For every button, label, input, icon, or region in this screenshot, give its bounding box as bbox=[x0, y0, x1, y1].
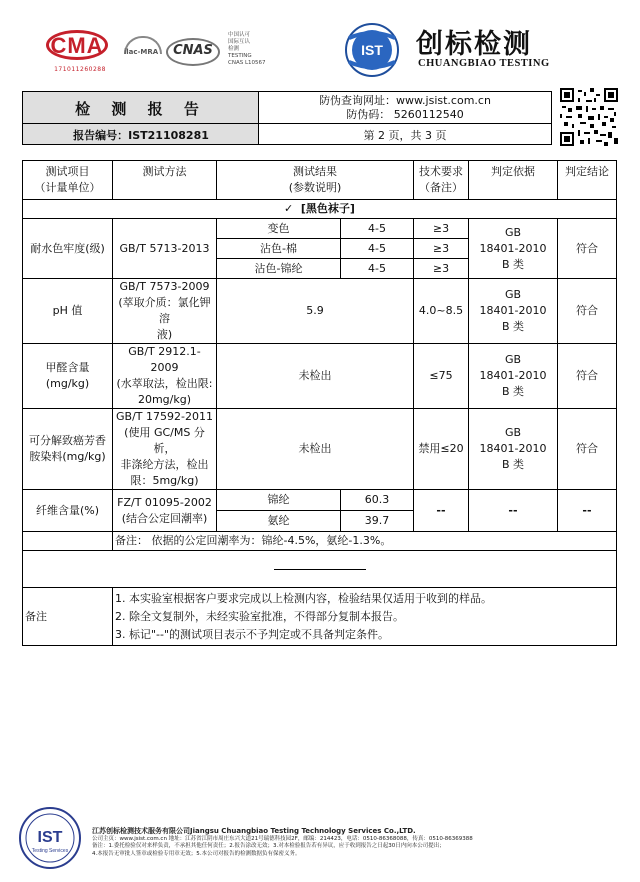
result-value: 5.9 bbox=[217, 279, 414, 344]
table-row bbox=[23, 409, 617, 490]
brand-name-en: CHUANGBIAO TESTING bbox=[418, 58, 550, 69]
remarks-row bbox=[23, 588, 617, 646]
results-table bbox=[22, 160, 617, 646]
ilac-mra-logo: ilac-MRA bbox=[118, 34, 164, 70]
test-method: GB/T 5713-2013 bbox=[113, 219, 217, 279]
col-header-item: 测试项目 （计量单位） bbox=[23, 161, 113, 200]
section-row bbox=[23, 200, 617, 219]
param: 沾色-锦纶 bbox=[217, 259, 341, 279]
cnas-accreditation-info: 中国认可 国际互认 检测 TESTING CNAS L10567 bbox=[228, 32, 266, 66]
conclusion: -- bbox=[558, 490, 617, 532]
table-row bbox=[23, 490, 617, 511]
requirement: -- bbox=[414, 490, 469, 532]
requirement: ≥3 bbox=[414, 239, 469, 259]
table-header-row bbox=[23, 161, 617, 200]
ist-logo-text: IST bbox=[361, 42, 383, 58]
seal-text: IST bbox=[37, 829, 63, 846]
company-name: 江苏创标检测技术服务有限公司Jiangsu Chuangbiao Testing Technology Services Co.,LTD. bbox=[92, 827, 416, 835]
requirement: 4.0~8.5 bbox=[414, 279, 469, 344]
result-value: 4-5 bbox=[341, 239, 414, 259]
company-seal-icon bbox=[18, 806, 82, 870]
qr-code-icon bbox=[560, 88, 618, 146]
seal-subtext: Testing Services bbox=[31, 848, 69, 854]
result-value: 4-5 bbox=[341, 219, 414, 239]
remark-item: 3. 标记"--"的测试项目表示不予判定或不具备判定条件。 bbox=[115, 627, 390, 641]
report-header-table bbox=[22, 91, 552, 145]
end-of-results-line bbox=[274, 569, 366, 570]
report-title: 检 测 报 告 bbox=[75, 100, 207, 118]
basis: GB 18401-2010 B 类 bbox=[469, 279, 558, 344]
verify-url: 防伪查询网址：www.jsist.com.cn bbox=[319, 94, 491, 107]
result-value: 60.3 bbox=[341, 490, 414, 511]
test-method: FZ/T 01095-2002 (结合公定回潮率) bbox=[113, 490, 217, 532]
basis: -- bbox=[469, 490, 558, 532]
result-value: 未检出 bbox=[217, 344, 414, 409]
fiber-note: 备注： 依据的公定回潮率为：锦纶-4.5%，氨纶-1.3%。 bbox=[113, 532, 617, 551]
conclusion: 符合 bbox=[558, 409, 617, 490]
remarks-label: 备注 bbox=[23, 588, 113, 646]
basis: GB 18401-2010 B 类 bbox=[469, 219, 558, 279]
test-method: GB/T 17592-2011 (使用 GC/MS 分析， 非涤纶方法，检出 限：5mg/kg) bbox=[113, 409, 217, 490]
basis: GB 18401-2010 B 类 bbox=[469, 344, 558, 409]
param: 沾色-棉 bbox=[217, 239, 341, 259]
table-row bbox=[23, 344, 617, 409]
test-item: 耐水色牢度(级) bbox=[23, 219, 113, 279]
requirement: ≤75 bbox=[414, 344, 469, 409]
report-number: 报告编号：IST21108281 bbox=[73, 129, 209, 142]
ist-globe-logo bbox=[339, 22, 405, 78]
conclusion: 符合 bbox=[558, 344, 617, 409]
anti-counterfeit-code: 防伪码： 5260112540 bbox=[346, 108, 464, 121]
param: 氨纶 bbox=[217, 511, 341, 532]
test-method: GB/T 2912.1-2009 (水萃取法，检出限: 20mg/kg) bbox=[113, 344, 217, 409]
conclusion: 符合 bbox=[558, 279, 617, 344]
requirement: ≥3 bbox=[414, 259, 469, 279]
test-item: pH 值 bbox=[23, 279, 113, 344]
check-icon: ✓ bbox=[284, 202, 294, 215]
table-row bbox=[23, 532, 617, 551]
table-row bbox=[23, 219, 617, 239]
col-header-basis: 判定依据 bbox=[469, 161, 558, 200]
col-header-method: 测试方法 bbox=[113, 161, 217, 200]
result-value: 未检出 bbox=[217, 409, 414, 490]
test-item: 纤维含量(%) bbox=[23, 490, 113, 532]
col-header-result: 测试结果 (参数说明) bbox=[217, 161, 414, 200]
param: 变色 bbox=[217, 219, 341, 239]
cnas-logo: CNAS bbox=[166, 34, 222, 70]
param: 锦纶 bbox=[217, 490, 341, 511]
brand-name-cn: 创标检测 bbox=[416, 29, 532, 60]
result-value: 39.7 bbox=[341, 511, 414, 532]
result-value: 4-5 bbox=[341, 259, 414, 279]
test-item: 甲醛含量 (mg/kg) bbox=[23, 344, 113, 409]
basis: GB 18401-2010 B 类 bbox=[469, 409, 558, 490]
end-marker-row bbox=[23, 551, 617, 588]
footer-note: 备注：1.委托检验仅对来样负责，不承担其他任何责任；2.报告涂改无效；3.对本检验报告若有异议，应于收到报告之日起30日内向本公司提出； bbox=[92, 843, 445, 849]
requirement: 禁用≤20 bbox=[414, 409, 469, 490]
remarks-list bbox=[113, 588, 617, 646]
test-method: GB/T 7573-2009 (萃取介质：氯化钾溶 液) bbox=[113, 279, 217, 344]
remark-item: 1. 本实验室根据客户要求完成以上检测内容，检验结果仅适用于收到的样品。 bbox=[115, 591, 492, 605]
page-info: 第 2 页，共 3 页 bbox=[363, 129, 447, 142]
col-header-conclusion: 判定结论 bbox=[558, 161, 617, 200]
conclusion: 符合 bbox=[558, 219, 617, 279]
remark-item: 2. 除全文复制外，未经实验室批准，不得部分复制本报告。 bbox=[115, 609, 404, 623]
footer-info bbox=[92, 828, 616, 858]
test-item: 可分解致癌芳香 胺染料(mg/kg) bbox=[23, 409, 113, 490]
col-header-requirement: 技术要求 （备注） bbox=[414, 161, 469, 200]
section-title: [黑色袜子] bbox=[300, 202, 355, 215]
requirement: ≥3 bbox=[414, 219, 469, 239]
table-row bbox=[23, 279, 617, 344]
company-address: 公司主页：www.jsist.com.cn 地址：江苏省江阴市周庄东兴大道21号瑞德科技园2F，邮编：214423，电话：0510-86368088，传真：0510-86369388 bbox=[92, 835, 473, 842]
footer-note: 4.本报告无审批人签章或检验专用章无效；5.本公司对报告的检测数据负有保密义务。 bbox=[92, 850, 301, 857]
